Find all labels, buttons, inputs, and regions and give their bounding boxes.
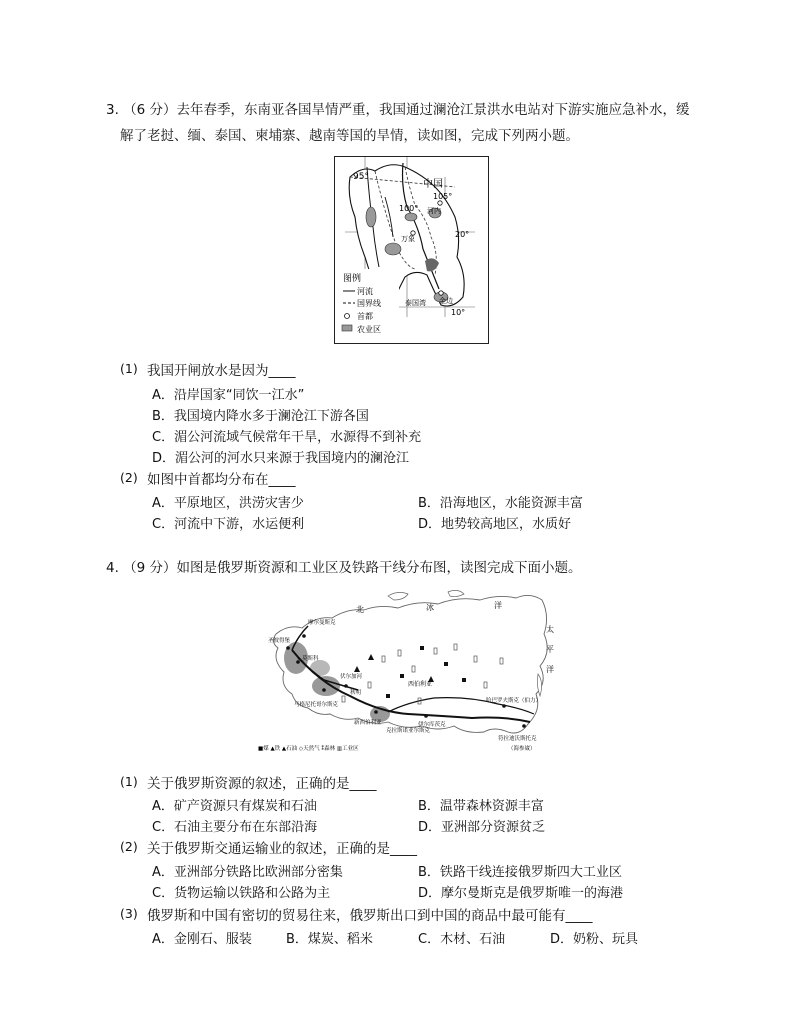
vladivostok-label-2: （海参崴） (508, 746, 536, 752)
lon100-label: 100° (399, 204, 419, 213)
russia-map-legend: ■煤 ▲铁 ▲石油 ◇天然气 ⁑森林 ▥工业区 (258, 746, 359, 752)
q4-sub1-option-b[interactable]: B．温带森林资源丰富 (418, 799, 544, 814)
lat20-label: 20° (455, 230, 470, 239)
lon105-label: 105° (433, 192, 453, 201)
southeast-asia-map (334, 156, 489, 344)
q3-sub1-option-a[interactable]: A．沿岸国家“同饮一江水” (152, 388, 305, 403)
q3-sub1-option-c[interactable]: C．湄公河流域气候常年干旱，水源得不到补充 (152, 430, 422, 445)
pacific-label-2: 平 (546, 645, 554, 654)
q3-sub1-option-d[interactable]: D．湄公河的河水只来源于我国境内的澜沧江 (152, 451, 410, 466)
murmansk-label: 摩尔曼斯克 (308, 620, 336, 626)
legend-capital-symbol (345, 314, 350, 319)
irkutsk-label: 伊尔库茨克 (418, 722, 446, 728)
q4-sub2-number: (2) (120, 839, 138, 854)
q4-sub3-option-b[interactable]: B．煤炭、稻米 (286, 932, 373, 947)
volga-label: 伏尔加河 (340, 674, 363, 680)
q4-sub3-number: (3) (120, 906, 138, 921)
q4-sub1-option-d[interactable]: D．亚洲部分资源贫乏 (418, 820, 546, 835)
khabarovsk-label: 哈巴罗夫斯克（伯力） (486, 698, 542, 704)
q3-stem-line2: 解了老挝、缅、泰国、柬埔寨、越南等国的旱情，读如图，完成下列两小题。 (120, 128, 579, 144)
q4-stem: 4. （9 分）如图是俄罗斯资源和工业区及铁路干线分布图，读图完成下面小题。 (106, 560, 582, 576)
russia-map-svg (258, 586, 560, 756)
q3-sub2-option-b[interactable]: B．沿海地区，水能资源丰富 (418, 496, 583, 511)
legend-agri-label: 农业区 (357, 325, 381, 334)
gulf-label: 泰国湾 (405, 299, 426, 307)
q4-sub2-option-d[interactable]: D．摩尔曼斯克是俄罗斯唯一的海港 (418, 886, 624, 901)
q3-sub1-number: (1) (120, 361, 138, 376)
ocean-label-ocean: 洋 (494, 601, 502, 610)
q3-sub1-option-b[interactable]: B．我国境内降水多于澜沧江下游各国 (152, 409, 369, 424)
q3-sub2-stem: 如图中首都均分布在____ (147, 472, 296, 488)
siberia-label: 西伯利亚 (408, 681, 433, 688)
q4-sub2-stem: 关于俄罗斯交通运输业的叙述，正确的是____ (147, 841, 417, 857)
moscow-label: 莫斯科 (302, 656, 319, 662)
q3-sub1-stem: 我国开闸放水是因为____ (147, 363, 296, 379)
hanoi-label: 河内 (427, 207, 441, 215)
q4-sub3-option-c[interactable]: C．木材、石油 (418, 932, 506, 947)
krasnoyarsk-label: 克拉斯诺亚尔斯克 (386, 728, 431, 734)
q4-sub3-option-a[interactable]: A．金刚石、服装 (152, 932, 252, 947)
legend-agri-symbol (342, 325, 352, 331)
russia-map (258, 586, 560, 756)
q3-sub2-option-c[interactable]: C．河流中下游，水运便利 (152, 517, 305, 532)
ocean-label-north: 北 (356, 605, 364, 614)
lon95-label: 95° (353, 172, 369, 182)
q3-sub2-option-d[interactable]: D．地势较高地区，水质好 (418, 517, 572, 532)
q3-sub2-option-a[interactable]: A．平原地区，洪涝灾害少 (152, 496, 304, 511)
lat10-label: 10° (451, 308, 466, 317)
vladivostok-label: 符拉迪沃斯托克 (498, 736, 537, 742)
q4-sub3-option-d[interactable]: D．奶粉、玩具 (550, 932, 639, 947)
q3-sub2-number: (2) (120, 470, 138, 485)
southeast-asia-map-svg (335, 157, 488, 343)
vientiane-label: 万象 (401, 235, 415, 243)
china-label: 中国 (423, 179, 443, 190)
q4-sub2-option-a[interactable]: A．亚洲部分铁路比欧洲部分密集 (152, 865, 343, 880)
legend-capital-label: 首都 (357, 312, 373, 321)
q4-sub1-number: (1) (120, 774, 138, 789)
legend-river-label: 河流 (357, 287, 373, 296)
legend-title: 图例 (343, 274, 362, 284)
legend-border-label: 国界线 (357, 299, 381, 308)
q4-sub3-stem: 俄罗斯和中国有密切的贸易往来，俄罗斯出口到中国的商品中最可能有____ (147, 908, 593, 924)
q4-sub1-option-c[interactable]: C．石油主要分布在东部沿海 (152, 820, 318, 835)
q4-sub1-option-a[interactable]: A．矿产资源只有煤炭和石油 (152, 799, 317, 814)
ocean-label-ice: 冰 (426, 603, 434, 612)
q4-sub2-option-b[interactable]: B．铁路干线连接俄罗斯四大工业区 (418, 865, 622, 880)
pacific-label-1: 太 (546, 625, 554, 634)
q4-sub2-option-c[interactable]: C．货物运输以铁路和公路为主 (152, 886, 331, 901)
phnom-penh-label: 金边 (439, 297, 453, 305)
q3-stem-line1: 3. （6 分）去年春季，东南亚各国旱情严重，我国通过澜沧江景洪水电站对下游实施应急补水，缓 (106, 102, 690, 118)
magnitogorsk-label: 马格尼托哥尔斯克 (294, 702, 339, 708)
q4-sub1-stem: 关于俄罗斯资源的叙述，正确的是____ (147, 776, 377, 792)
pacific-label-3: 洋 (546, 665, 554, 674)
tyumen-label: 秋明 (350, 690, 362, 696)
novosibirsk-label: 新西伯利亚 (354, 720, 382, 726)
stpete-label: 圣彼得堡 (268, 638, 291, 644)
